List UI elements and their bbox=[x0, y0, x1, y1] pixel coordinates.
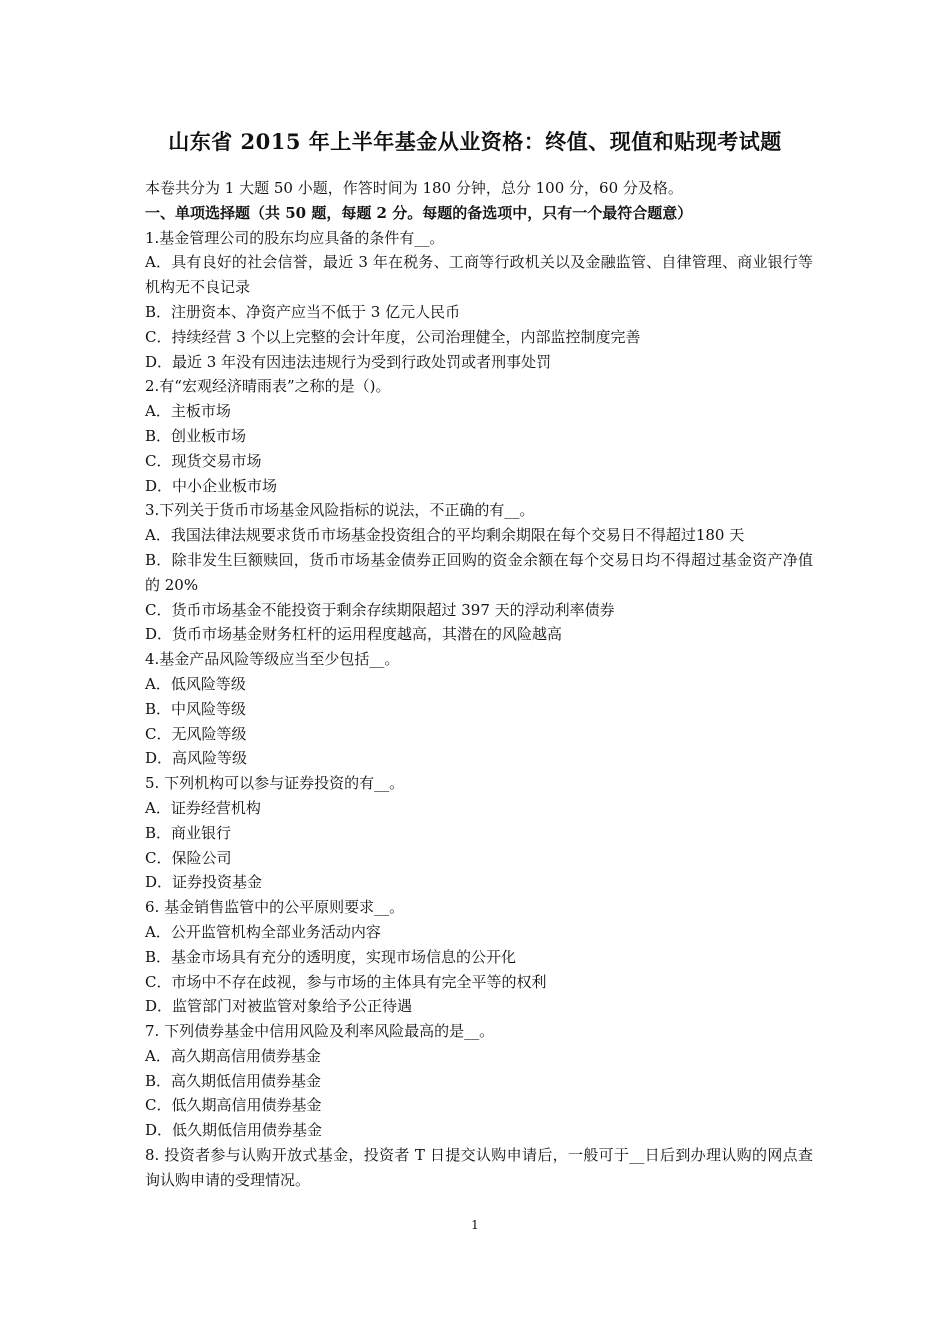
answer-option: C．货币市场基金不能投资于剩余存续期限超过 397 天的浮动利率债券 bbox=[145, 600, 615, 619]
question-stem: 3.下列关于货币市场基金风险指标的说法，不正确的有__。 bbox=[145, 501, 535, 520]
answer-option: D．最近 3 年没有因违法违规行为受到行政处罚或者刑事处罚 bbox=[145, 352, 552, 371]
answer-option: C．保险公司 bbox=[145, 848, 232, 867]
answer-option: D．货币市场基金财务杠杆的运用程度越高，其潜在的风险越高 bbox=[145, 625, 563, 644]
answer-option: C．市场中不存在歧视，参与市场的主体具有完全平等的权利 bbox=[145, 972, 547, 991]
answer-option: C．持续经营 3 个以上完整的会计年度，公司治理健全，内部监控制度完善 bbox=[145, 327, 641, 346]
page-number: 1 bbox=[471, 1218, 479, 1232]
answer-option: B．商业银行 bbox=[145, 823, 232, 842]
answer-option: B．注册资本、净资产应当不低于 3 亿元人民币 bbox=[145, 302, 461, 321]
document-title: 山东省 2015 年上半年基金从业资格：终值、现值和贴现考试题 bbox=[168, 129, 782, 154]
answer-option: A．高久期高信用债券基金 bbox=[145, 1046, 321, 1065]
question-stem: 6. 基金销售监管中的公平原则要求__。 bbox=[145, 898, 405, 917]
answer-option: D．高风险等级 bbox=[145, 749, 248, 768]
answer-option: D．证券投资基金 bbox=[145, 873, 263, 892]
answer-option: B．基金市场具有充分的透明度，实现市场信息的公开化 bbox=[145, 947, 517, 966]
answer-option: D．监管部门对被监管对象给予公正待遇 bbox=[145, 997, 413, 1016]
answer-option: A．低风险等级 bbox=[145, 674, 246, 693]
question-stem: 2.有“宏观经济晴雨表”之称的是（)。 bbox=[145, 377, 391, 396]
answer-option: C．无风险等级 bbox=[145, 724, 247, 743]
answer-option: D．低久期低信用债券基金 bbox=[145, 1121, 323, 1140]
question-stem: 7. 下列债券基金中信用风险及利率风险最高的是__。 bbox=[145, 1022, 495, 1041]
exam-intro: 本卷共分为 1 大题 50 小题，作答时间为 180 分钟，总分 100 分，60 分及格。 bbox=[145, 179, 683, 197]
answer-option: A．证券经营机构 bbox=[145, 798, 261, 817]
answer-option: A．公开监管机构全部业务活动内容 bbox=[145, 922, 381, 941]
answer-option: C．现货交易市场 bbox=[145, 451, 262, 470]
answer-option: D．中小企业板市场 bbox=[145, 476, 278, 495]
answer-option: C．低久期高信用债券基金 bbox=[145, 1096, 322, 1115]
question-stem: 1.基金管理公司的股东均应具备的条件有__。 bbox=[145, 228, 445, 247]
answer-option: B．高久期低信用债券基金 bbox=[145, 1071, 322, 1090]
answer-option: B．中风险等级 bbox=[145, 699, 247, 718]
document-body bbox=[145, 176, 813, 1193]
question-stem: 5. 下列机构可以参与证券投资的有__。 bbox=[145, 774, 405, 793]
question-stem: 4.基金产品风险等级应当至少包括__。 bbox=[145, 650, 400, 669]
question-stem: 8. 投资者参与认购开放式基金，投资者 T 日提交认购申请后，一般可于__日后到办理认购的网点查询认购申请的受理情况。 bbox=[145, 1146, 813, 1189]
answer-option: A．我国法律法规要求货币市场基金投资组合的平均剩余期限在每个交易日不得超过180 天 bbox=[145, 526, 745, 545]
answer-option: B．除非发生巨额赎回，货币市场基金债券正回购的资金余额在每个交易日均不得超过基金资产净值的 20% bbox=[145, 550, 813, 594]
answer-option: A．主板市场 bbox=[145, 402, 231, 421]
section-heading: 一、单项选择题（共 50 题，每题 2 分。每题的备选项中，只有一个最符合题意） bbox=[145, 203, 693, 222]
answer-option: A．具有良好的社会信誉，最近 3 年在税务、工商等行政机关以及金融监管、自律管理、商业银行等机构无不良记录 bbox=[145, 253, 813, 297]
answer-option: B．创业板市场 bbox=[145, 426, 247, 445]
